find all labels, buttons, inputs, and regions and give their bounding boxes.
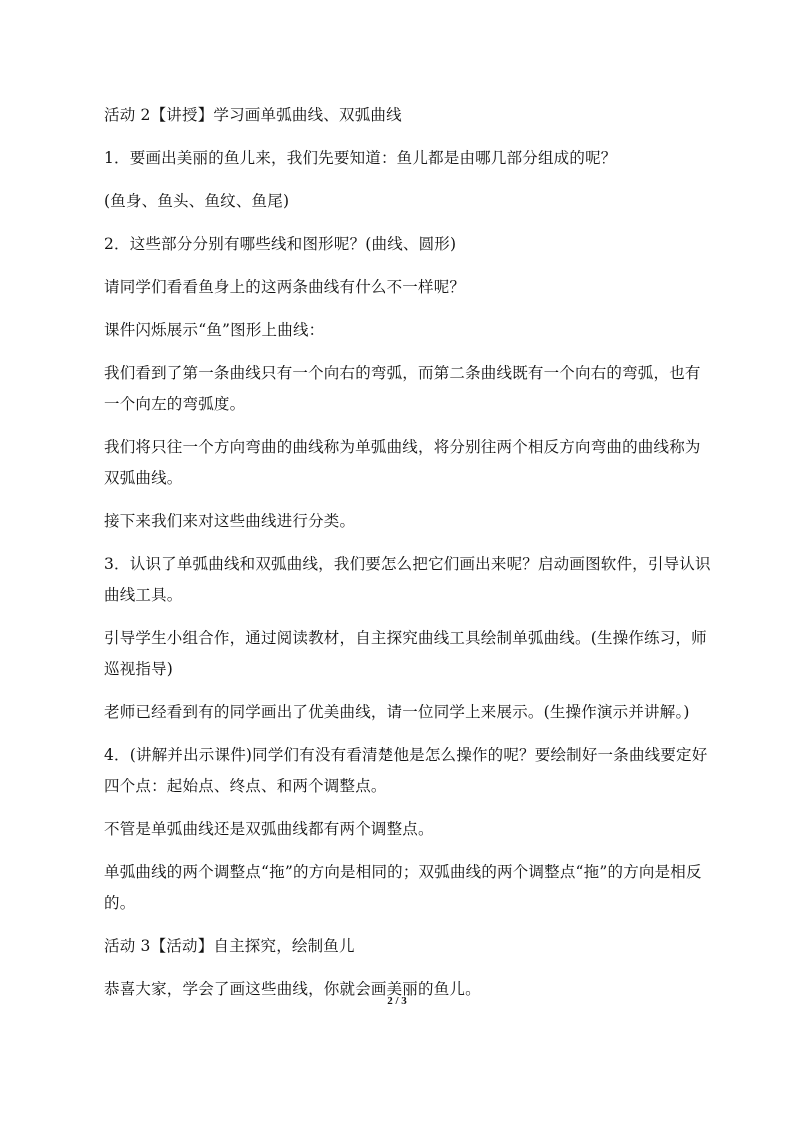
paragraph-drag-direction: 单弧曲线的两个调整点“拖”的方向是相同的；双弧曲线的两个调整点“拖”的方向是相反的。	[104, 863, 702, 912]
heading-activity-2: 活动 2【讲授】学习画单弧曲线、双弧曲线	[104, 106, 402, 124]
paragraph-question-1: 1．要画出美丽的鱼儿来，我们先要知道：鱼儿都是由哪几部分组成的呢？	[104, 149, 617, 167]
paragraph-student-demo: 老师已经看到有的同学画出了优美曲线，请一位同学上来展示。(生操作演示并讲解。)	[104, 703, 690, 721]
paragraph-step-4: 4．(讲解并出示课件)同学们有没有看清楚他是怎么操作的呢？要绘制好一条曲线要定好四个点：起始点、终点、和两个调整点。	[104, 746, 708, 795]
paragraph-group-work: 引导学生小组合作，通过阅读教材，自主探究曲线工具绘制单弧曲线。(生操作练习，师巡视指导)	[104, 629, 707, 678]
page-number: 2 / 3	[387, 995, 407, 1007]
paragraph-classify: 接下来我们来对这些曲线进行分类。	[104, 512, 356, 530]
heading-activity-3: 活动 3【活动】自主探究，绘制鱼儿	[104, 937, 355, 955]
paragraph-courseware-show: 课件闪烁展示“鱼”图形上曲线：	[104, 321, 325, 339]
paragraph-curve-definition: 我们将只往一个方向弯曲的曲线称为单弧曲线，将分别往两个相反方向弯曲的曲线称为双弧曲线。	[104, 438, 701, 487]
paragraph-adjust-points: 不管是单弧曲线还是双弧曲线都有两个调整点。	[104, 820, 434, 838]
paragraph-step-3: 3．认识了单弧曲线和双弧曲线，我们要怎么把它们画出来呢？启动画图软件，引导认识曲线工具。	[104, 555, 711, 604]
paragraph-prompt-curves: 请同学们看看鱼身上的这两条曲线有什么不一样呢？	[104, 278, 466, 296]
paragraph-answer-1: (鱼身、鱼头、鱼纹、鱼尾)	[104, 192, 290, 210]
paragraph-congrats: 恭喜大家，学会了画这些曲线，你就会画美丽的鱼儿。	[104, 980, 481, 998]
paragraph-curve-observation: 我们看到了第一条曲线只有一个向右的弯弧，而第二条曲线既有一个向右的弯弧，也有一个向左的弯弧度。	[104, 364, 701, 413]
document-body	[104, 100, 716, 1017]
paragraph-question-2: 2．这些部分分别有哪些线和图形呢？(曲线、圆形)	[104, 235, 457, 253]
